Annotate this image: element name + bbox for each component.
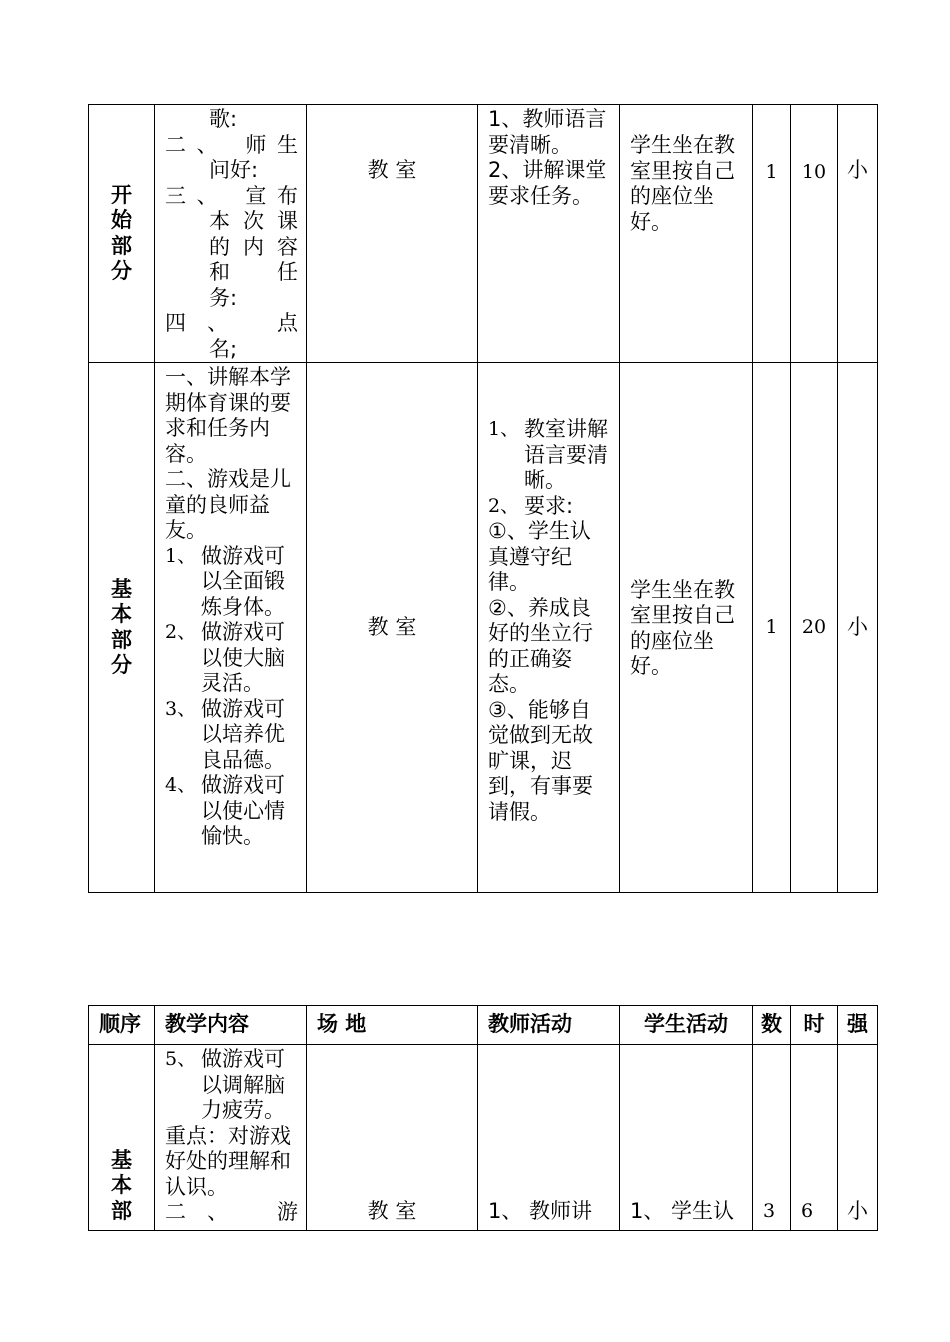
- teacher-block: [478, 363, 619, 825]
- intensity-cell: [838, 105, 878, 363]
- lesson-table-1: [88, 104, 878, 893]
- list-text: 要求:: [524, 493, 574, 518]
- count-cell: [753, 363, 791, 893]
- table-row-basic: [89, 363, 878, 893]
- time-cell: [791, 105, 838, 363]
- student-activity: 学生坐在教室里按自己的座位坐好。: [630, 133, 735, 234]
- content-intro: 二、游戏是儿童的良师益友。: [165, 467, 291, 542]
- content-line: 二、 师生: [165, 132, 298, 157]
- content-cell: [155, 105, 307, 363]
- venue-label: 教 室: [367, 158, 417, 182]
- count-cell: [753, 105, 791, 363]
- content-line: 四、 点: [165, 311, 298, 335]
- intensity-cell: [838, 1045, 878, 1231]
- intensity-value: 小: [847, 158, 868, 182]
- student-activity: 学生坐在教室里按自己的座位坐好。: [630, 577, 735, 678]
- section-cell: [89, 105, 155, 363]
- table-header-row: [89, 1006, 878, 1045]
- list-item: [165, 544, 298, 621]
- teacher-item: 2、讲解课堂要求任务。: [488, 158, 607, 208]
- venue-cell: [307, 105, 478, 363]
- list-item: [165, 1047, 298, 1124]
- content-key: 重点：对游戏好处的理解和认识。: [165, 1123, 291, 1199]
- count-value: 1: [765, 161, 778, 183]
- list-item: [165, 620, 298, 697]
- section-label: 基本部分: [111, 576, 132, 677]
- student-cell: [620, 1045, 753, 1231]
- header-teacher: 教师活动: [478, 1006, 620, 1045]
- content-intro: 一、讲解本学期体育课的要求和任务内容。: [165, 365, 291, 466]
- venue-cell: [307, 1045, 478, 1231]
- list-mark: 1、: [165, 544, 197, 567]
- list-text: 做游戏可以使大脑灵活。: [201, 620, 285, 695]
- intensity-cell: [838, 363, 878, 893]
- student-activity: 1、 学生认: [630, 1198, 735, 1223]
- lesson-table-2: [88, 1005, 878, 1231]
- time-value: 6: [801, 1199, 814, 1222]
- list-text: 做游戏可以全面锻炼身体。: [201, 543, 285, 619]
- list-mark: 2、: [488, 494, 520, 517]
- teacher-item: [488, 494, 611, 520]
- list-text: 做游戏可以使心情愉快。: [201, 773, 285, 848]
- table-row-basic-cont: [89, 1045, 878, 1231]
- teacher-subitem: ①、学生认真遵守纪律。: [488, 519, 591, 594]
- count-value: 3: [763, 1199, 776, 1222]
- content-line: 问好:: [209, 158, 259, 182]
- count-value: 1: [765, 615, 778, 638]
- teacher-item: [488, 417, 611, 494]
- count-cell: [753, 1045, 791, 1231]
- student-cell: [620, 363, 753, 893]
- list-mark: 4、: [165, 774, 197, 796]
- content-cell: [155, 363, 307, 893]
- venue-label: 教 室: [367, 1198, 417, 1223]
- content-cell: [155, 1045, 307, 1231]
- section-label: 基本部: [111, 1147, 132, 1223]
- list-mark: 5、: [165, 1048, 197, 1070]
- content-line: 的内容: [209, 234, 298, 259]
- section-cell: [89, 1045, 155, 1231]
- student-cell: [620, 105, 753, 363]
- content-block: [155, 363, 306, 850]
- content-line: 歌:: [209, 107, 238, 131]
- teacher-subitem: ②、养成良好的坐立行的正确姿态。: [488, 595, 593, 696]
- intensity-value: 小: [847, 1198, 868, 1223]
- header-count: 数: [753, 1006, 791, 1045]
- section-label: 开始部分: [111, 182, 132, 283]
- header-time: 时: [791, 1006, 838, 1045]
- content-line: 和 任: [209, 260, 298, 284]
- list-item: [165, 773, 298, 850]
- content-block: [155, 1045, 306, 1226]
- venue-cell: [307, 363, 478, 893]
- content-tail: 二、 游: [165, 1200, 298, 1224]
- time-value: 20: [801, 615, 827, 638]
- teacher-activity: 1、 教师讲: [488, 1198, 593, 1223]
- time-cell: [791, 363, 838, 893]
- teacher-subitem: ③、能够自觉做到无故旷课，迟到，有事要请假。: [488, 697, 593, 824]
- list-item: [165, 697, 298, 774]
- time-cell: [791, 1045, 838, 1231]
- list-mark: 1、: [488, 418, 520, 440]
- header-student: 学生活动: [620, 1006, 753, 1045]
- list-text: 教室讲解语言要清晰。: [524, 417, 608, 492]
- list-mark: 2、: [165, 621, 197, 643]
- time-value: 10: [801, 161, 827, 183]
- content-line: 务:: [209, 285, 238, 310]
- teacher-cell: [478, 1045, 620, 1231]
- teacher-cell: [478, 105, 620, 363]
- list-text: 做游戏可以培养优良品德。: [201, 696, 285, 772]
- header-content: 教学内容: [155, 1006, 307, 1045]
- venue-label: 教 室: [367, 614, 417, 639]
- header-order: 顺序: [89, 1006, 155, 1045]
- teacher-item: 1、教师语言要清晰。: [488, 107, 607, 157]
- content-lines: [155, 105, 306, 362]
- list-mark: 3、: [165, 697, 197, 720]
- teacher-cell: [478, 363, 620, 893]
- content-line: 名;: [209, 336, 238, 361]
- content-line: 本次课: [209, 209, 298, 233]
- content-line: 三、 宣布: [165, 183, 298, 208]
- section-cell: [89, 363, 155, 893]
- list-text: 做游戏可以调解脑力疲劳。: [201, 1047, 285, 1122]
- teacher-items: [478, 105, 619, 209]
- header-venue: 场 地: [307, 1006, 478, 1045]
- table-row-start: [89, 105, 878, 363]
- intensity-value: 小: [847, 614, 868, 639]
- header-intensity: 强: [838, 1006, 878, 1045]
